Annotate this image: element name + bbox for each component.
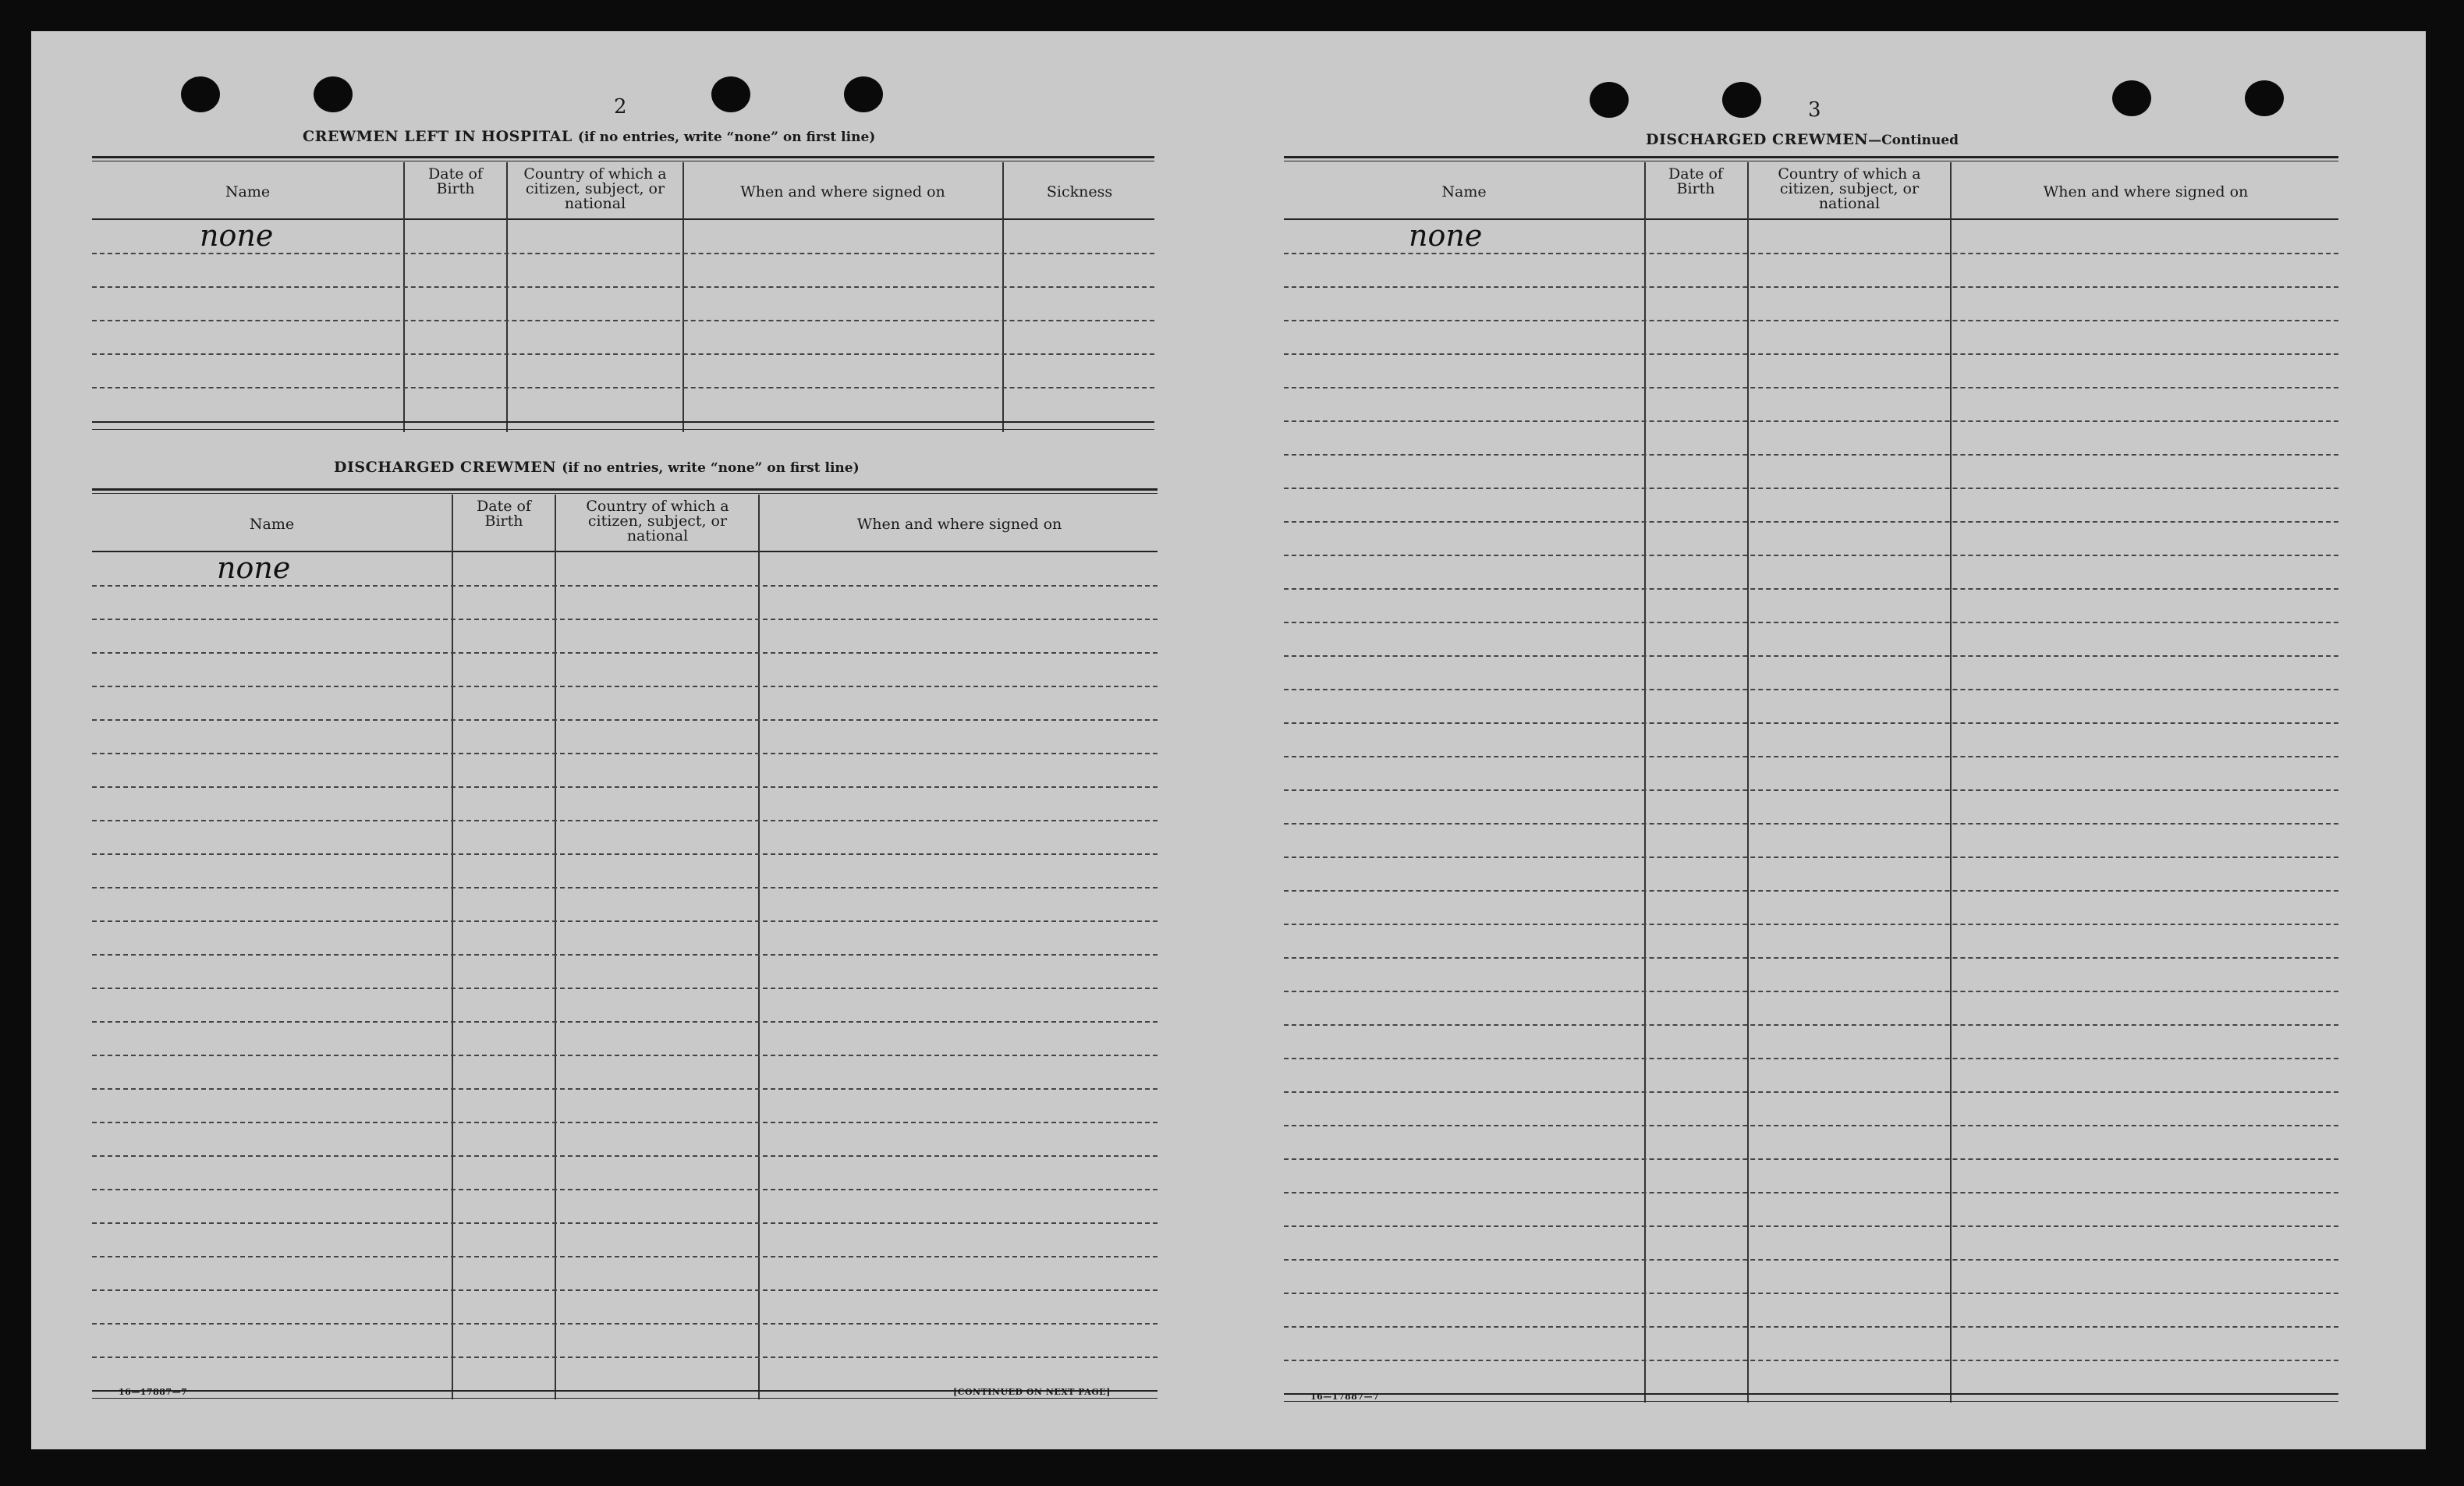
col-header-dob: Date of Birth [477, 498, 531, 530]
form-number: 16—17887—7 [119, 1387, 188, 1397]
punch-hole [181, 76, 220, 112]
col-header-country: Country of which a citizen, subject, or national [586, 498, 729, 544]
page-number: 2 [614, 95, 627, 119]
discharged-continued-table [1284, 156, 2338, 1412]
punch-hole [2245, 80, 2284, 116]
document-sheet [31, 31, 2426, 1449]
punch-hole [1590, 82, 1629, 118]
col-header-name: Name [249, 516, 295, 533]
hospital-title-note: (if no entries, write “none” on first line) [577, 129, 876, 145]
hospital-table [92, 156, 1154, 437]
punch-hole [844, 76, 883, 112]
discharged-title-text: DISCHARGED CREWMEN [334, 459, 557, 476]
handwritten-entry: none [1409, 218, 1483, 253]
col-header-name: Name [225, 183, 271, 200]
col-header-country: Country of which a citizen, subject, or national [1778, 165, 1921, 212]
discharged-section-title [334, 459, 860, 476]
page-number: 3 [1808, 98, 1821, 122]
discharged-continued-title-text: DISCHARGED CREWMEN [1646, 131, 1869, 148]
col-header-country: Country of which a citizen, subject, or national [523, 165, 667, 212]
col-header-signed-on: When and where signed on [740, 183, 945, 200]
continued-note: [CONTINUED ON NEXT PAGE] [953, 1387, 1111, 1397]
col-header-signed-on: When and where signed on [2043, 183, 2249, 200]
col-header-dob: Date of Birth [428, 165, 483, 197]
punch-hole [314, 76, 353, 112]
col-header-dob: Date of Birth [1668, 165, 1723, 197]
col-header-signed-on: When and where signed on [856, 516, 1062, 533]
discharged-table [92, 488, 1158, 1409]
col-header-name: Name [1441, 183, 1487, 200]
punch-hole [2112, 80, 2151, 116]
discharged-title-note: (if no entries, write “none” on first line) [562, 460, 860, 476]
continued-suffix: —Continued [1868, 133, 1959, 148]
handwritten-entry: none [200, 218, 274, 253]
hospital-title-text: CREWMEN LEFT IN HOSPITAL [303, 128, 573, 145]
col-header-sickness: Sickness [1046, 183, 1113, 200]
punch-hole [1722, 82, 1761, 118]
form-number: 16—17887—7 [1310, 1392, 1380, 1402]
hospital-section-title [303, 128, 875, 145]
handwritten-entry: none [217, 551, 291, 585]
discharged-continued-title [1646, 131, 1959, 148]
punch-hole [711, 76, 750, 112]
